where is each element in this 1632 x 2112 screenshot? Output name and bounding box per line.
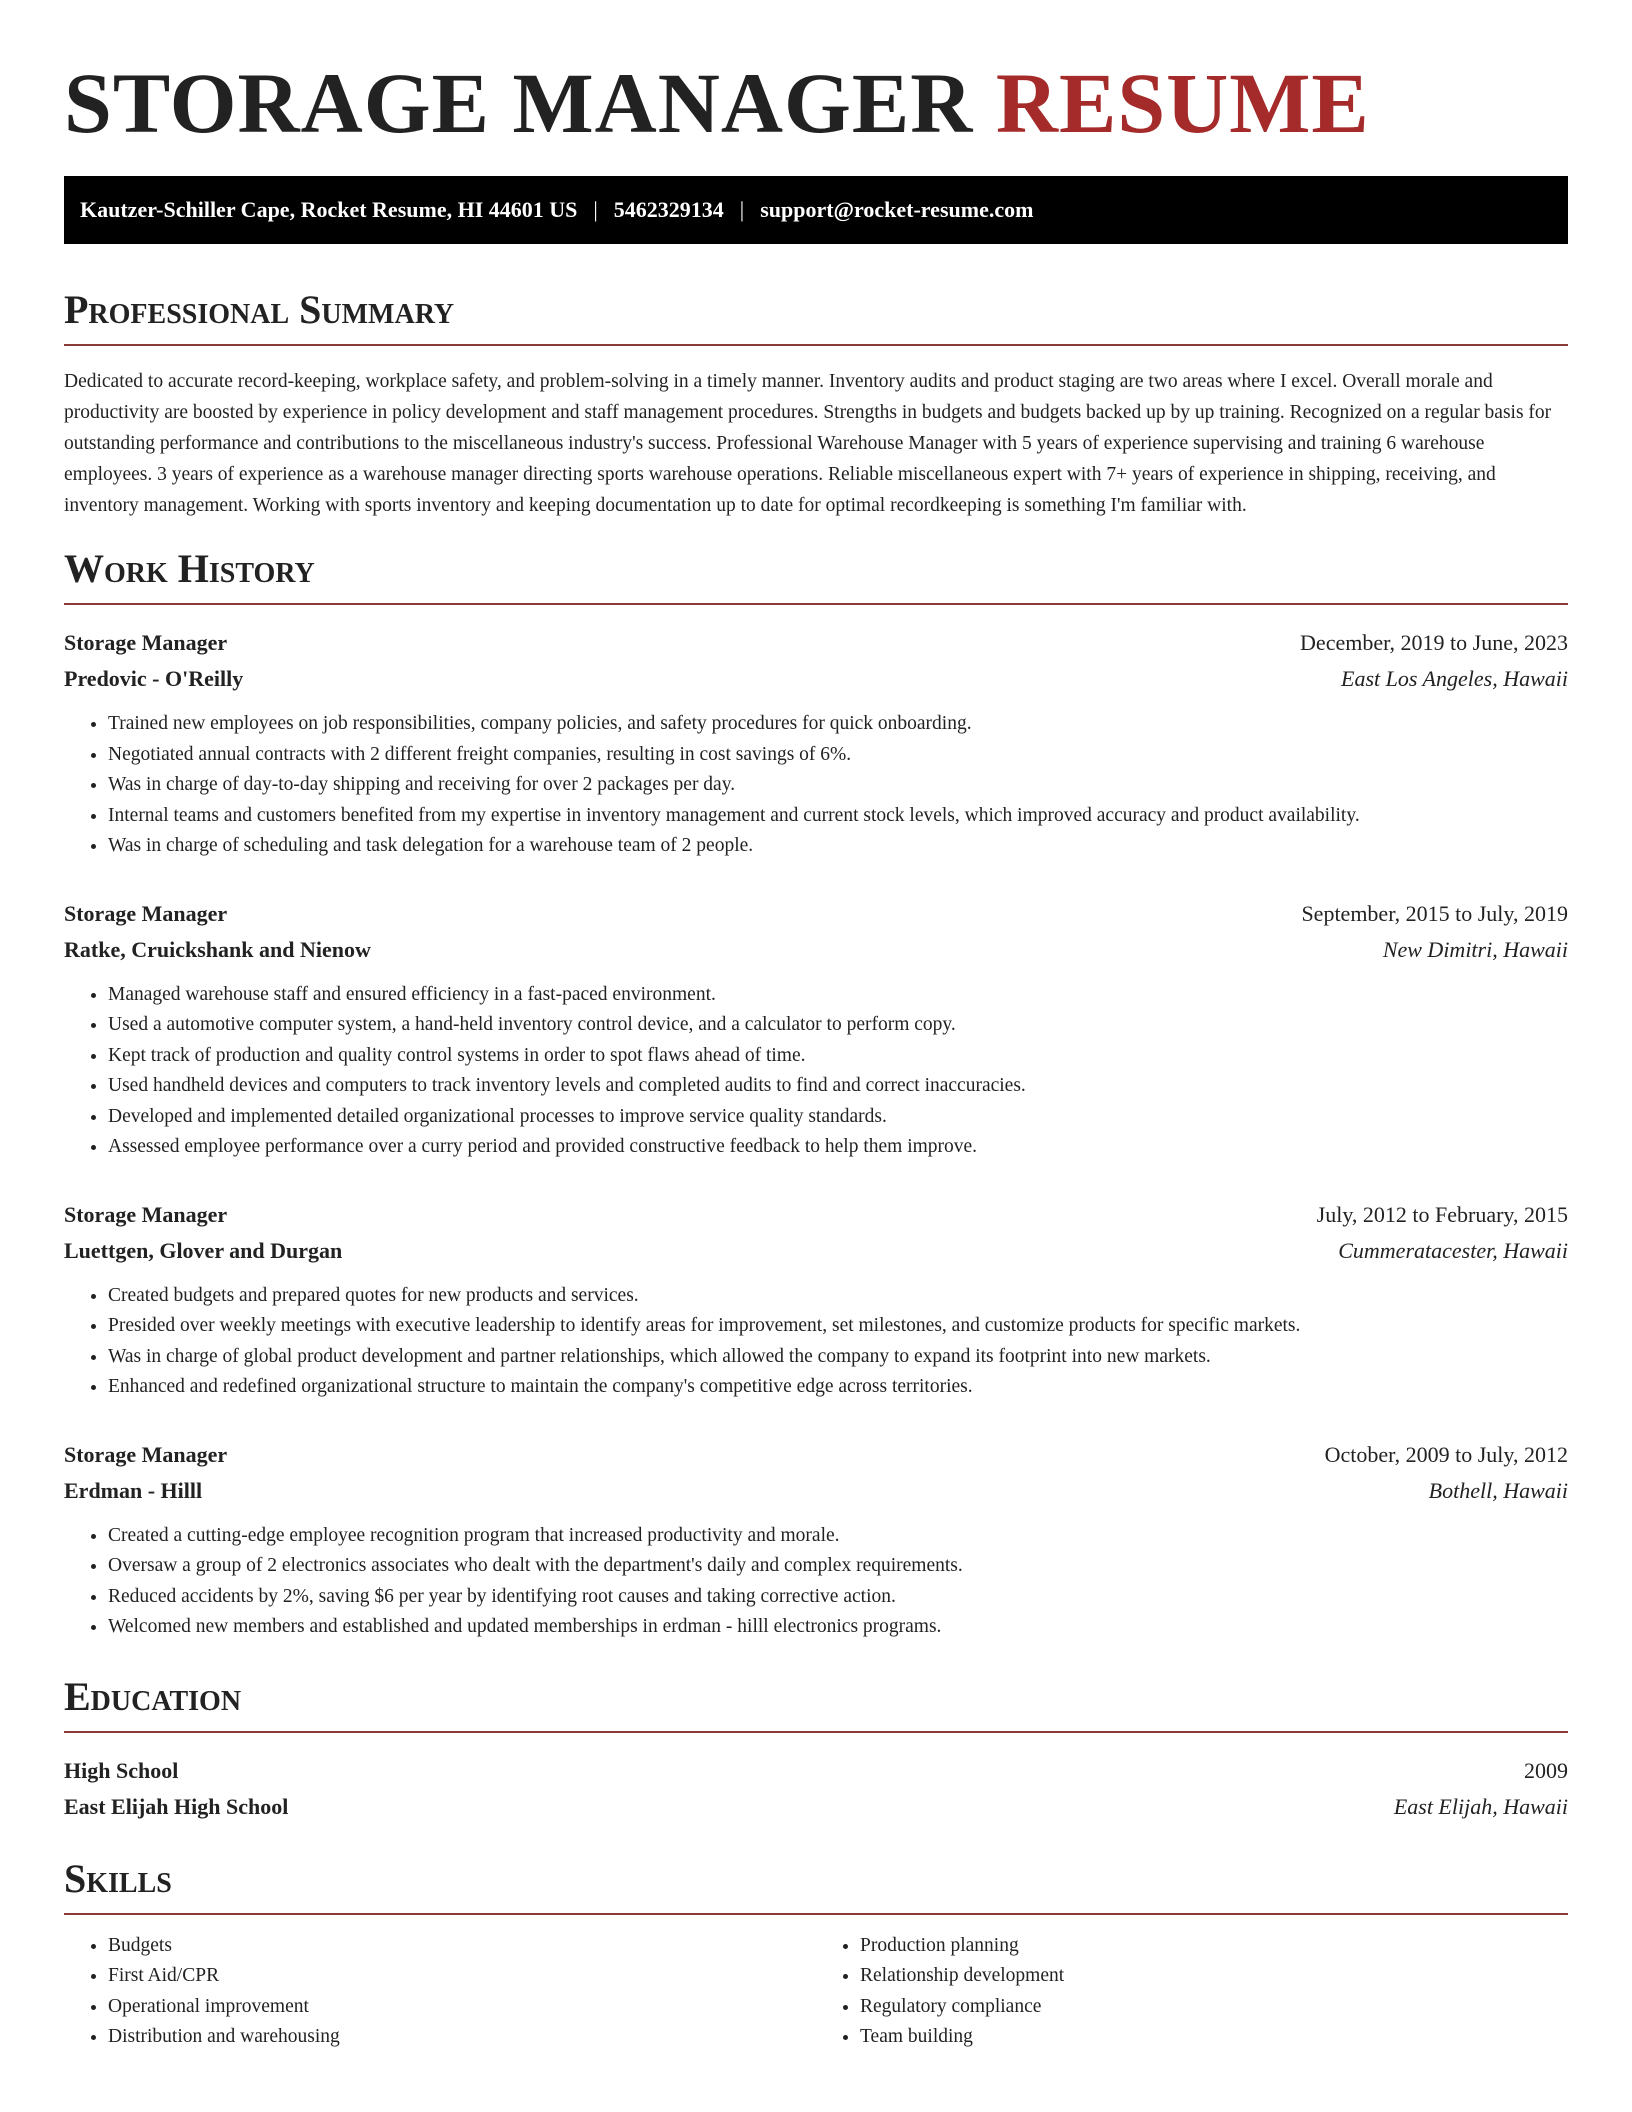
skills-columns xyxy=(64,1931,1568,2053)
job-bullet: • Was in charge of global product development and partner relationships, which allowed the company to expand its footprint into new markets. xyxy=(108,1342,1568,1373)
job-bullet: • Enhanced and redefined organizational structure to maintain the company's competitive edge across territories. xyxy=(108,1372,1568,1403)
skill-item: • Regulatory compliance xyxy=(860,1992,1568,2023)
job-bullet: • Reduced accidents by 2%, saving $6 per year by identifying root causes and taking corrective action. xyxy=(108,1582,1568,1613)
education-year: 2009 xyxy=(1524,1757,1568,1783)
job-location: East Los Angeles, Hawaii xyxy=(1341,666,1568,691)
job-bullets xyxy=(64,1281,1568,1403)
job-bullet: • Managed warehouse staff and ensured efficiency in a fast-paced environment. xyxy=(108,980,1568,1011)
contact-bar xyxy=(64,176,1568,244)
job-header-row xyxy=(64,1197,1568,1233)
skills-right-list xyxy=(816,1931,1568,2053)
job-entry xyxy=(64,625,1568,862)
skill-item: • First Aid/CPR xyxy=(108,1961,816,1992)
job-bullet: • Was in charge of day-to-day shipping and receiving for over 2 packages per day. xyxy=(108,770,1568,801)
job-bullet: • Assessed employee performance over a curry period and provided constructive feedback to help them improve. xyxy=(108,1132,1568,1163)
skill-item: • Budgets xyxy=(108,1931,816,1962)
contact-address: Kautzer-Schiller Cape, Rocket Resume, HI 44601 US xyxy=(80,197,578,222)
contact-separator: | xyxy=(593,197,598,222)
skill-item: • Relationship development xyxy=(860,1961,1568,1992)
job-entry xyxy=(64,1197,1568,1403)
job-bullet: • Negotiated annual contracts with 2 different freight companies, resulting in cost savings of 6%. xyxy=(108,740,1568,771)
skill-item: • Production planning xyxy=(860,1931,1568,1962)
job-bullet: • Was in charge of scheduling and task delegation for a warehouse team of 2 people. xyxy=(108,831,1568,862)
job-bullet: • Used handheld devices and computers to track inventory levels and completed audits to find and correct inaccuracies. xyxy=(108,1071,1568,1102)
job-bullets xyxy=(64,709,1568,862)
job-entry xyxy=(64,1437,1568,1643)
skill-item: • Operational improvement xyxy=(108,1992,816,2023)
contact-phone[interactable]: 5462329134 xyxy=(613,197,724,222)
job-dates: October, 2009 to July, 2012 xyxy=(1324,1441,1568,1467)
summary-text: Dedicated to accurate record-keeping, workplace safety, and problem-solving in a timely manner. Inventory audits and product staging are two areas where I excel. Overall morale and productivity are boosted by experience in policy development and staff management procedures. Strengths in budgets and budgets backed up by up training. Recognized on a regular basis for outstanding performance and contributions to the miscellaneous industry's success. Professional Warehouse Manager with 5 years of experience supervising and training 6 warehouse employees. 3 years of experience as a warehouse manager directing sports warehouse operations. Reliable miscellaneous expert with 7+ years of experience in shipping, receiving, and inventory management. Working with sports inventory and keeping documentation up to date for optimal recordkeeping is something I'm familiar with. xyxy=(64,371,1552,516)
work-history-heading: Work History xyxy=(64,549,1568,605)
contact-email[interactable]: support@rocket-resume.com xyxy=(760,197,1034,222)
job-title: Storage Manager xyxy=(64,1201,228,1227)
job-location: Bothell, Hawaii xyxy=(1428,1477,1568,1503)
skills-left-list xyxy=(64,1931,816,2053)
job-bullet: • Used a automotive computer system, a hand-held inventory control device, and a calculator to perform copy. xyxy=(108,1010,1568,1041)
job-header-row xyxy=(64,1437,1568,1473)
job-title: Storage Manager xyxy=(64,1441,228,1467)
job-bullets xyxy=(64,980,1568,1163)
job-bullet: • Created budgets and prepared quotes for new products and services. xyxy=(108,1281,1568,1312)
job-company: Luettgen, Glover and Durgan xyxy=(64,1237,343,1263)
job-bullet: • Developed and implemented detailed organizational processes to improve service quality standards. xyxy=(108,1102,1568,1133)
title-main: STORAGE MANAGER xyxy=(64,55,974,151)
summary-section xyxy=(64,287,1568,521)
job-title: Storage Manager xyxy=(64,630,228,655)
education-header-row xyxy=(64,1753,1568,1789)
job-company-row xyxy=(64,932,1568,968)
education-school: East Elijah High School xyxy=(64,1793,289,1819)
education-degree: High School xyxy=(64,1757,179,1783)
job-title: Storage Manager xyxy=(64,900,228,926)
job-bullets xyxy=(64,1521,1568,1643)
job-dates: December, 2019 to June, 2023 xyxy=(1300,630,1568,655)
job-company-row xyxy=(64,1233,1568,1269)
job-dates: September, 2015 to July, 2019 xyxy=(1301,900,1568,926)
job-header-row xyxy=(64,625,1568,661)
job-location: New Dimitri, Hawaii xyxy=(1382,936,1568,962)
education-heading: Education xyxy=(64,1677,1568,1733)
education-section xyxy=(64,1673,1568,1825)
education-school-row xyxy=(64,1789,1568,1825)
skill-item: • Distribution and warehousing xyxy=(108,2022,816,2053)
skills-section xyxy=(64,1855,1568,2053)
job-bullet: • Trained new employees on job responsibilities, company policies, and safety procedures for quick onboarding. xyxy=(108,709,1568,740)
job-header-row xyxy=(64,896,1568,932)
job-company: Erdman - Hilll xyxy=(64,1477,203,1503)
education-entry xyxy=(64,1753,1568,1825)
job-location: Cummeratacester, Hawaii xyxy=(1338,1237,1568,1263)
skill-item: • Team building xyxy=(860,2022,1568,2053)
job-bullet: • Internal teams and customers benefited from my expertise in inventory management and current stock levels, which improved accuracy and product availability. xyxy=(108,801,1568,832)
job-dates: July, 2012 to February, 2015 xyxy=(1316,1201,1568,1227)
job-company-row xyxy=(64,661,1568,697)
education-location: East Elijah, Hawaii xyxy=(1393,1793,1568,1819)
job-company: Ratke, Cruickshank and Nienow xyxy=(64,936,371,962)
work-history-section xyxy=(64,546,1568,1643)
job-company: Predovic - O'Reilly xyxy=(64,666,244,691)
skills-heading: Skills xyxy=(64,1859,1568,1915)
job-bullet: • Welcomed new members and established and updated memberships in erdman - hilll electronics programs. xyxy=(108,1612,1568,1643)
job-company-row xyxy=(64,1473,1568,1509)
summary-heading: Professional Summary xyxy=(64,290,1568,346)
resume-title xyxy=(64,52,1568,151)
job-bullet: • Created a cutting-edge employee recognition program that increased productivity and morale. xyxy=(108,1521,1568,1552)
title-accent: RESUME xyxy=(995,55,1370,151)
job-bullet: • Presided over weekly meetings with executive leadership to identify areas for improvement, set milestones, and customize products for specific markets. xyxy=(108,1311,1568,1342)
job-bullet: • Kept track of production and quality control systems in order to spot flaws ahead of time. xyxy=(108,1041,1568,1072)
job-entry xyxy=(64,896,1568,1163)
contact-separator: | xyxy=(739,197,745,222)
job-bullet: • Oversaw a group of 2 electronics associates who dealt with the department's daily and complex requirements. xyxy=(108,1551,1568,1582)
